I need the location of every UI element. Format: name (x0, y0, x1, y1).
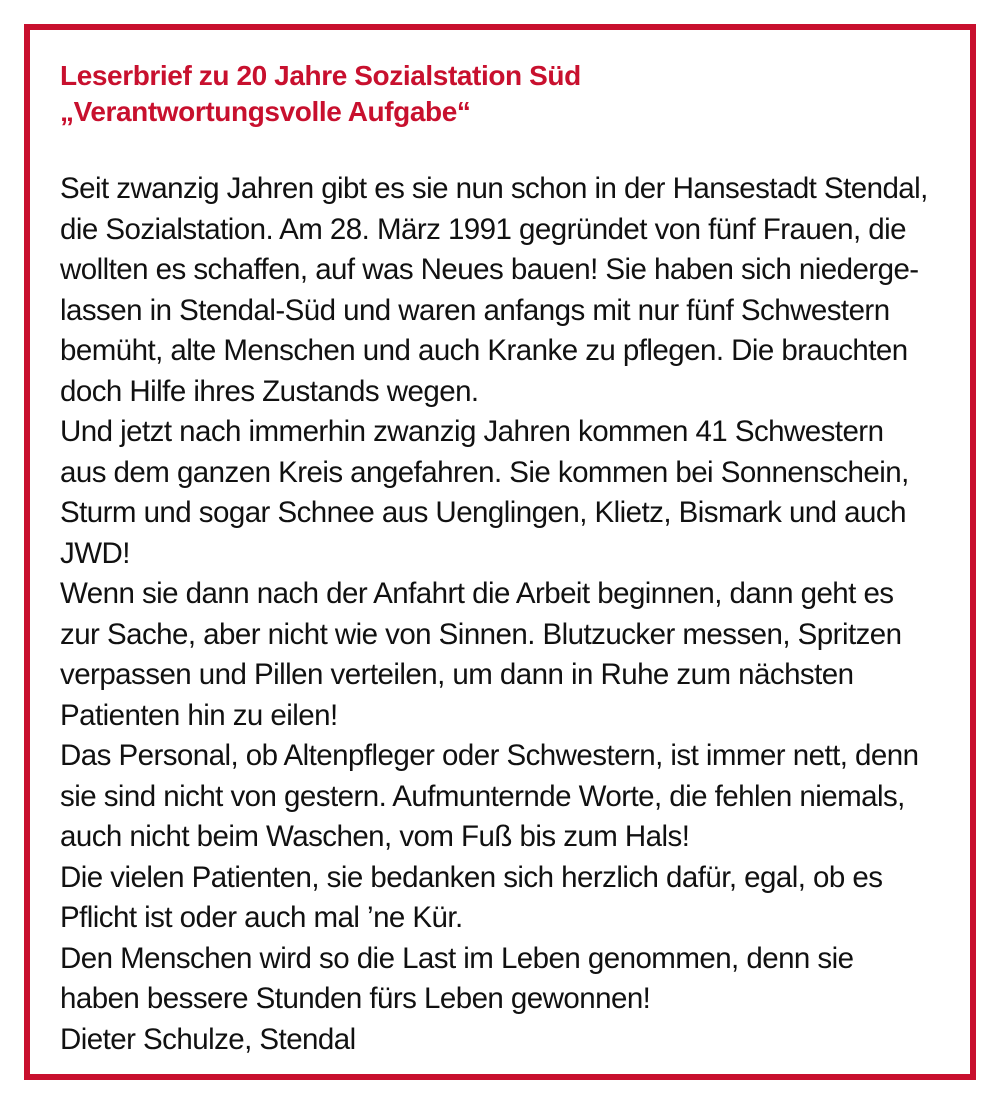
body-line: Und jetzt nach immerhin zwanzig Jahren kommen 41 Schwestern (60, 415, 884, 448)
letter-content (60, 58, 960, 1060)
body-line: die Sozialstation. Am 28. März 1991 gegründet von fünf Frauen, die (60, 212, 906, 246)
body-line: Sturm und sogar Schnee aus Uenglingen, Klietz, Bismark und auch (60, 496, 906, 529)
body-line: doch Hilfe ihres Zustands wegen. (60, 374, 479, 408)
body-line: Das Personal, ob Altenpfleger oder Schwestern, ist immer nett, denn (60, 739, 919, 772)
body-line: zur Sache, aber nicht wie von Sinnen. Blutzucker messen, Spritzen (60, 617, 902, 651)
letter-signature: Dieter Schulze, Stendal (60, 1022, 356, 1056)
letter-headline (60, 58, 960, 130)
body-line: JWD! (60, 536, 130, 570)
body-line: auch nicht beim Waschen, vom Fuß bis zum Hals! (60, 820, 690, 853)
body-line: Die vielen Patienten, sie bedanken sich herzlich dafür, egal, ob es (60, 860, 883, 894)
body-line: verpassen und Pillen verteilen, um dann in Ruhe zum nächsten (60, 658, 854, 691)
body-line: sie sind nicht von gestern. Aufmunternde Worte, die fehlen niemals, (60, 779, 905, 813)
body-line: Den Menschen wird so die Last im Leben genommen, denn sie (60, 941, 854, 975)
body-line: haben bessere Stunden fürs Leben gewonnen! (60, 982, 651, 1015)
body-line: aus dem ganzen Kreis angefahren. Sie kommen bei Sonnenschein, (60, 455, 909, 489)
letter-body (60, 169, 960, 1060)
body-line: Wenn sie dann nach der Anfahrt die Arbeit beginnen, dann geht es (60, 577, 894, 610)
body-line: bemüht, alte Menschen und auch Kranke zu pflegen. Die brauchten (60, 334, 908, 367)
headline-line-1: Leserbrief zu 20 Jahre Sozialstation Süd (60, 60, 581, 91)
headline-line-2: „Verantwortungsvolle Aufgabe“ (60, 96, 471, 127)
body-line: lassen in Stendal-Süd und waren anfangs mit nur fünf Schwestern (60, 293, 890, 327)
body-line: Pflicht ist oder auch mal ’ne Kür. (60, 901, 463, 934)
body-line: wollten es schaffen, auf was Neues bauen! Sie haben sich niederge- (60, 253, 919, 286)
letter-frame (24, 24, 976, 1080)
body-line: Seit zwanzig Jahren gibt es sie nun schon in der Hansestadt Stendal, (60, 172, 928, 205)
body-line: Patienten hin zu eilen! (60, 698, 338, 732)
